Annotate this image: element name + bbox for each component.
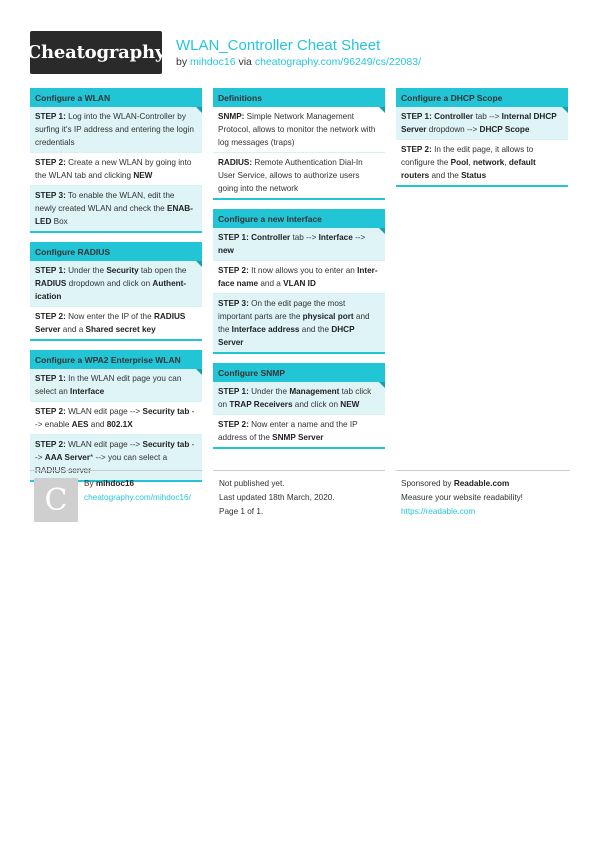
list-item: STEP 2: It now allows you to enter an Interface name and a VLAN ID <box>213 261 385 294</box>
section-configure-interface <box>213 209 385 354</box>
list-item: STEP 2: Now enter the IP of the RADIUS Server and a Shared secret key <box>30 307 202 341</box>
list-item: STEP 1: Controller tab --> Internal DHCP Server dropdown --> DHCP Scope <box>396 107 568 140</box>
list-item: STEP 1: Controller tab --> Interface --> new <box>213 228 385 261</box>
avatar: C <box>34 478 78 522</box>
list-item: STEP 2: WLAN edit page --> Security tab - -> enable AES and 802.1X <box>30 402 202 435</box>
sponsor-info <box>401 477 523 519</box>
sponsor-link[interactable]: https://readable.com <box>401 507 476 516</box>
section-header: Configure SNMP <box>213 363 385 382</box>
list-item: RADIUS: Remote Authentication Dial-In User Service, allows to authorize users going into the network <box>213 153 385 200</box>
section-header: Definitions <box>213 88 385 107</box>
list-item: STEP 1: Under the Management tab click on TRAP Receivers and click on NEW <box>213 382 385 415</box>
list-item: STEP 2: Create a new WLAN by going into the WLAN tab and clicking NEW <box>30 153 202 186</box>
page-title: WLAN_Controller Cheat Sheet <box>176 37 381 54</box>
divider <box>213 470 385 471</box>
logo-text: Cheatography <box>26 42 166 63</box>
list-item: STEP 1: Under the Security tab open the RADIUS dropdown and click on Authentication <box>30 261 202 307</box>
via-label: via <box>238 56 252 68</box>
list-item: STEP 3: To enable the WLAN, edit the newly created WLAN and check the ENABLED Box <box>30 186 202 233</box>
sponsor-tagline: Measure your website readability! <box>401 493 523 502</box>
list-item: SNMP: Simple Network Management Protocol, allows to monitor the network with log messages (traps) <box>213 107 385 153</box>
divider <box>30 470 202 471</box>
section-configure-wlan <box>30 88 202 233</box>
section-header: Configure a new Interface <box>213 209 385 228</box>
section-configure-wpa2 <box>30 350 202 482</box>
author-info <box>84 477 191 505</box>
published-status: Not published yet. <box>219 479 285 488</box>
list-item: STEP 2: WLAN edit page --> Security tab - -> AAA Server* --> you can select a <box>30 435 202 482</box>
divider <box>396 470 570 471</box>
section-configure-snmp <box>213 363 385 449</box>
cheatography-logo[interactable] <box>26 31 166 74</box>
list-item: STEP 2: Now enter a name and the IP address of the SNMP Server <box>213 415 385 449</box>
list-item: STEP 3: On the edit page the most important parts are the physical port and the Interface address and the DHCP Server <box>213 294 385 354</box>
section-header: Configure a WPA2 Enterprise WLAN <box>30 350 202 369</box>
author-profile-link[interactable]: cheatography.com/mihdoc16/ <box>84 493 191 502</box>
by-label: By <box>84 479 96 488</box>
section-header: Configure RADIUS <box>30 242 202 261</box>
column-1 <box>30 88 202 491</box>
publish-info <box>219 477 335 519</box>
byline <box>176 56 421 68</box>
author-link[interactable]: mihdoc16 <box>190 56 236 68</box>
section-configure-dhcp <box>396 88 568 187</box>
list-item: STEP 1: In the WLAN edit page you can select an Interface <box>30 369 202 402</box>
section-definitions <box>213 88 385 200</box>
list-item: STEP 1: Log into the WLAN-Controller by surfing it's IP address and entering the login credentials <box>30 107 202 153</box>
by-label: by <box>176 56 188 68</box>
section-header: Configure a WLAN <box>30 88 202 107</box>
section-configure-radius <box>30 242 202 341</box>
sponsor-label: Sponsored by <box>401 479 454 488</box>
page-number: Page 1 of 1. <box>219 507 264 516</box>
list-item: STEP 2: In the edit page, it allows to configure the Pool, network, default routers and the Status <box>396 140 568 187</box>
column-2 <box>213 88 385 458</box>
sheet-url-link[interactable]: cheatography.com/96249/cs/22083/ <box>254 56 421 68</box>
section-header: Configure a DHCP Scope <box>396 88 568 107</box>
column-3 <box>396 88 568 196</box>
sponsor-name: Readable.com <box>453 479 510 488</box>
author-name[interactable]: mihdoc16 <box>95 479 135 488</box>
last-updated: Last updated 18th March, 2020. <box>219 493 335 502</box>
